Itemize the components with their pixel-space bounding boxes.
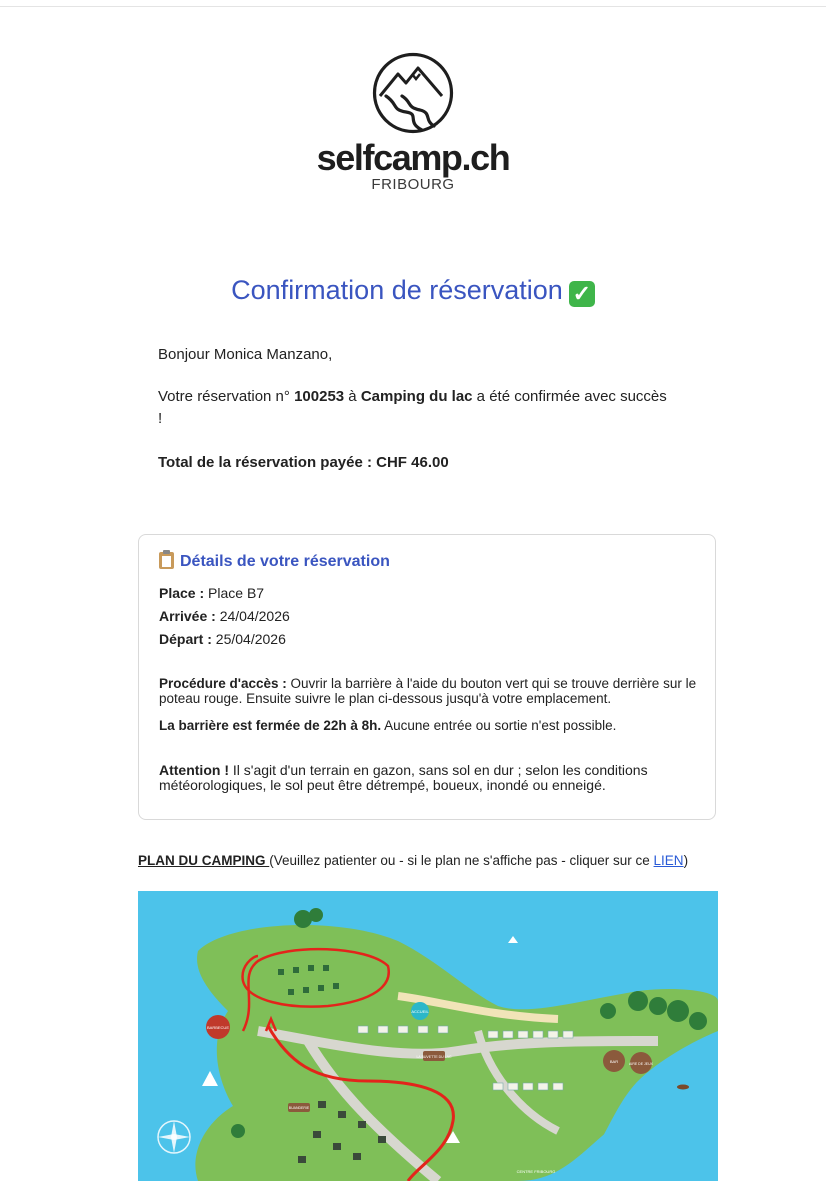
attention-notice bbox=[159, 763, 699, 793]
place-row bbox=[159, 584, 264, 602]
camping-map-illustration bbox=[138, 891, 718, 1181]
total-value: CHF 46.00 bbox=[376, 454, 449, 471]
confirmation-prefix: Votre réservation n° bbox=[158, 388, 295, 405]
brand-header bbox=[0, 52, 826, 193]
camping-name: Camping du lac bbox=[360, 388, 473, 405]
map-label-aire-de-jeux: AIRE DE JEUX bbox=[629, 1062, 653, 1066]
attention-text: Il s'agit d'un terrain en gazon, sans sol en dur ; selon les conditions météorologiques, le sol peut être détrempé, boueux, inondé ou enneigé. bbox=[159, 762, 648, 793]
confirmation-suffix: a été confirmée avec succès ! bbox=[158, 388, 667, 427]
map-label-bar: BAR bbox=[609, 1059, 619, 1064]
plan-note-close: ) bbox=[683, 853, 689, 868]
details-heading-text: Détails de votre réservation bbox=[180, 553, 390, 570]
total-paid bbox=[158, 452, 668, 474]
plan-note: (Veuillez patienter ou - si le plan ne s'affiche pas - cliquer sur ce bbox=[269, 853, 654, 868]
departure-value: 25/04/2026 bbox=[215, 631, 286, 647]
top-divider bbox=[0, 6, 826, 7]
greeting-text: Bonjour Monica Manzano, bbox=[158, 346, 333, 363]
departure-label: Départ : bbox=[159, 631, 212, 647]
place-value: Place B7 bbox=[208, 585, 265, 601]
confirmation-text bbox=[158, 386, 668, 430]
map-label-buanderie: BUANDERIE bbox=[288, 1106, 310, 1110]
barrier-text: Aucune entrée ou sortie n'est possible. bbox=[384, 718, 617, 733]
attention-label: Attention ! bbox=[159, 762, 229, 778]
details-heading bbox=[159, 552, 390, 572]
page-title bbox=[0, 272, 826, 308]
clipboard-icon bbox=[159, 552, 174, 569]
map-label-accueil: ACCUEIL bbox=[411, 1009, 429, 1014]
intro-section bbox=[158, 344, 668, 474]
barrier-label: La barrière est fermée de 22h à 8h. bbox=[159, 718, 382, 733]
reservation-details-card bbox=[138, 534, 716, 820]
map-label-centre: CENTRE FRIBOURG bbox=[516, 1169, 556, 1174]
compass-icon bbox=[158, 1121, 190, 1153]
plan-label: PLAN DU CAMPING bbox=[138, 853, 270, 868]
place-label: Place : bbox=[159, 585, 205, 601]
camping-map[interactable] bbox=[138, 891, 718, 1181]
arrival-value: 24/04/2026 bbox=[219, 608, 290, 624]
mountain-logo-icon bbox=[372, 52, 454, 134]
camping-plan-line bbox=[138, 852, 688, 870]
arrival-row bbox=[159, 607, 290, 625]
access-label: Procédure d'accès : bbox=[159, 676, 287, 691]
map-label-buvette: LA BUVETTE DU LAC bbox=[416, 1055, 452, 1059]
departure-row bbox=[159, 630, 286, 648]
plan-link[interactable]: LIEN bbox=[653, 853, 684, 868]
brand-name: selfcamp.ch bbox=[316, 137, 510, 178]
page-title-text: Confirmation de réservation bbox=[231, 275, 563, 305]
check-mark-icon: ✓ bbox=[569, 281, 595, 307]
access-text: Ouvrir la barrière à l'aide du bouton vert qui se trouve derrière sur le poteau rouge. Ensuite suivre le plan ci-dessous jusqu'à votre emplacement. bbox=[159, 676, 697, 706]
total-label: Total de la réservation payée : bbox=[158, 454, 377, 471]
barrier-notice bbox=[159, 718, 699, 733]
map-label-barbecue: BARBECUE bbox=[206, 1025, 230, 1030]
access-procedure bbox=[159, 676, 699, 706]
reservation-number: 100253 bbox=[294, 388, 345, 405]
confirmation-mid: à bbox=[344, 388, 361, 405]
arrival-label: Arrivée : bbox=[159, 608, 216, 624]
brand-location: FRIBOURG bbox=[371, 176, 455, 193]
